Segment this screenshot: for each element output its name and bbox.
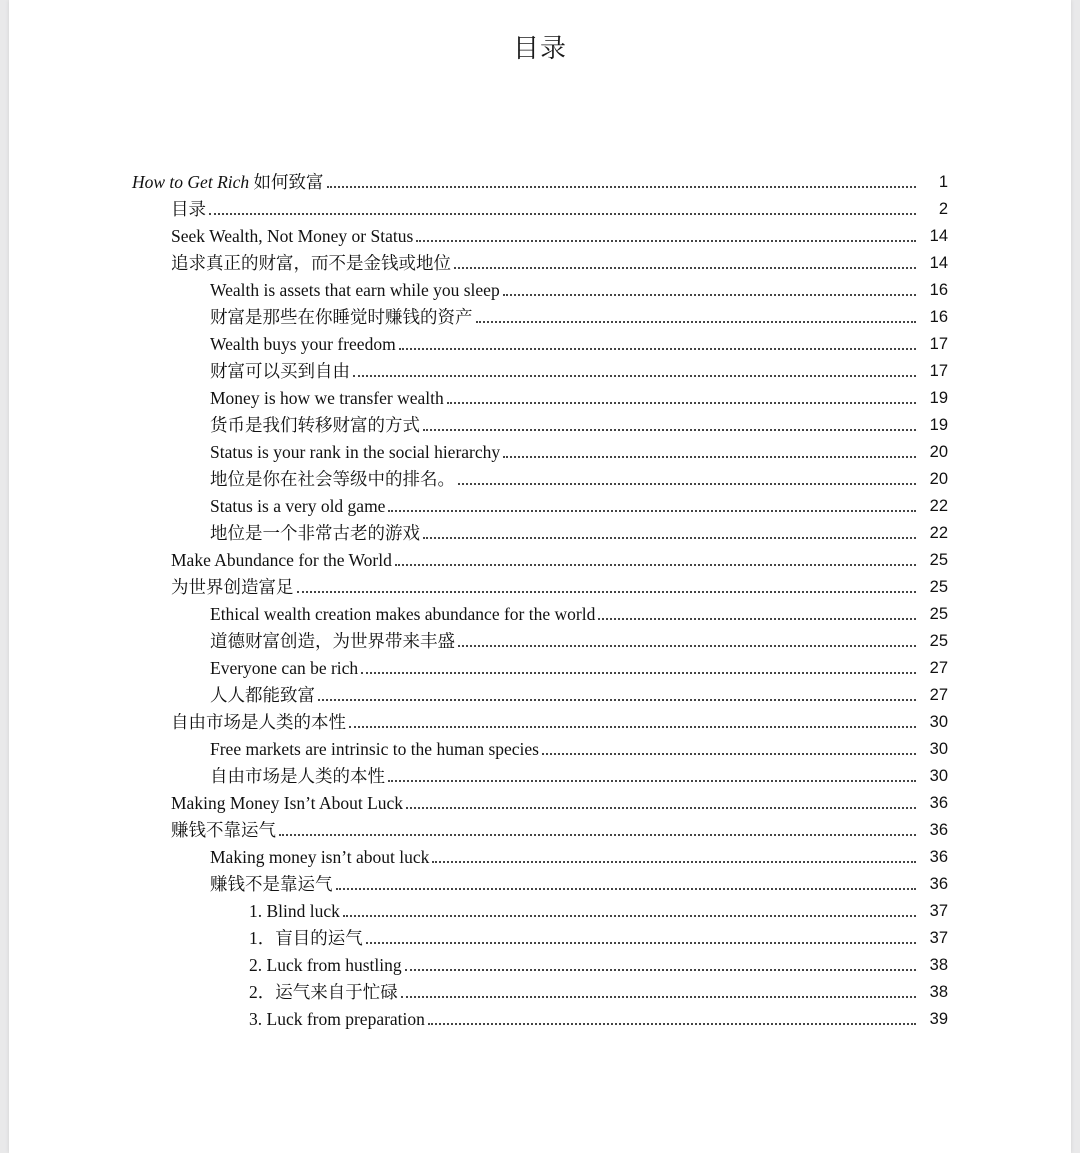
toc-page-number: 17 bbox=[929, 335, 948, 353]
toc-entry[interactable] bbox=[9, 922, 948, 949]
toc-leader-dots bbox=[388, 509, 916, 512]
toc-page-number: 25 bbox=[929, 605, 948, 623]
toc-page-number: 38 bbox=[929, 956, 948, 974]
toc-entry[interactable] bbox=[9, 463, 948, 490]
toc-leader-dots bbox=[327, 185, 916, 188]
toc-entry[interactable] bbox=[9, 652, 948, 679]
toc-entry-label: 2. Luck from hustling bbox=[249, 955, 402, 975]
toc-page-number: 25 bbox=[929, 551, 948, 569]
toc-page-number: 14 bbox=[929, 254, 948, 272]
toc-leader-dots bbox=[349, 725, 916, 728]
toc-entry-label: Seek Wealth, Not Money or Status bbox=[171, 226, 414, 246]
toc-page-number: 36 bbox=[929, 794, 948, 812]
toc-entry[interactable] bbox=[9, 814, 948, 841]
toc-page-number: 22 bbox=[929, 524, 948, 542]
toc-page-number: 20 bbox=[929, 470, 948, 488]
toc-entry[interactable] bbox=[9, 301, 948, 328]
toc-leader-dots bbox=[297, 590, 917, 593]
toc-entry-label: 3. Luck from preparation bbox=[249, 1009, 425, 1029]
toc-entry[interactable] bbox=[9, 409, 948, 436]
toc-page-number: 17 bbox=[929, 362, 948, 380]
toc-page-number: 36 bbox=[929, 848, 948, 866]
toc-entry-label: 赚钱不靠运气 bbox=[171, 820, 276, 840]
toc-page-number: 20 bbox=[929, 443, 948, 461]
toc-entry-label: Wealth buys your freedom bbox=[210, 334, 396, 354]
toc-entry-label: 地位是一个非常古老的游戏 bbox=[210, 523, 420, 543]
toc-leader-dots bbox=[399, 347, 916, 350]
toc-entry[interactable] bbox=[9, 733, 948, 760]
toc-entry-label: 财富可以买到自由 bbox=[210, 361, 350, 381]
toc-page-number: 36 bbox=[929, 875, 948, 893]
toc-entry-label: Everyone can be rich bbox=[210, 658, 359, 678]
toc-page-number: 38 bbox=[929, 983, 948, 1001]
toc-entry-label: Making money isn’t about luck bbox=[210, 847, 430, 867]
toc-leader-dots bbox=[416, 239, 916, 242]
toc-leader-dots bbox=[401, 995, 916, 998]
toc-page-number: 16 bbox=[929, 308, 948, 326]
toc-page-number: 30 bbox=[929, 767, 948, 785]
toc-entry-label: 自由市场是人类的本性 bbox=[171, 712, 346, 732]
toc-entry[interactable] bbox=[9, 679, 948, 706]
toc-page-number: 30 bbox=[929, 713, 948, 731]
toc-entry-label: 目录 bbox=[171, 199, 206, 219]
toc-entry[interactable] bbox=[9, 841, 948, 868]
toc-page-number: 16 bbox=[929, 281, 948, 299]
toc-leader-dots bbox=[318, 698, 916, 701]
toc-entry[interactable] bbox=[9, 220, 948, 247]
toc-entry[interactable] bbox=[9, 868, 948, 895]
toc-leader-dots bbox=[209, 212, 916, 215]
toc-leader-dots bbox=[405, 968, 916, 971]
toc-page-number: 25 bbox=[929, 578, 948, 596]
toc-leader-dots bbox=[503, 455, 916, 458]
toc-leader-dots bbox=[458, 482, 916, 485]
toc-page-number: 14 bbox=[929, 227, 948, 245]
toc-entry[interactable] bbox=[9, 1003, 948, 1030]
toc-page-number: 19 bbox=[929, 416, 948, 434]
toc-entry[interactable] bbox=[9, 949, 948, 976]
toc-entry-label: 赚钱不是靠运气 bbox=[210, 874, 333, 894]
toc-leader-dots bbox=[458, 644, 916, 647]
toc-entry-label-italic: How to Get Rich bbox=[132, 172, 250, 192]
toc-entry-label-suffix: 如何致富 bbox=[253, 172, 324, 192]
document-page bbox=[9, 0, 1071, 1153]
toc-entry-label: 为世界创造富足 bbox=[171, 577, 294, 597]
toc-entry-label: Status is your rank in the social hierarchy bbox=[210, 442, 501, 462]
toc-entry[interactable] bbox=[9, 787, 948, 814]
toc-page-number: 25 bbox=[929, 632, 948, 650]
toc-leader-dots bbox=[343, 914, 916, 917]
toc-entry-label: Wealth is assets that earn while you sleep bbox=[210, 280, 500, 300]
toc-page-number: 37 bbox=[929, 929, 948, 947]
toc-entry-label: 2．运气来自于忙碌 bbox=[249, 982, 398, 1002]
toc-entry-label: Free markets are intrinsic to the human species bbox=[210, 739, 539, 759]
toc-entry-label: 货币是我们转移财富的方式 bbox=[210, 415, 420, 435]
toc-leader-dots bbox=[423, 428, 916, 431]
toc-entry[interactable] bbox=[9, 895, 948, 922]
toc-page-number: 27 bbox=[929, 659, 948, 677]
toc-entry-label: 财富是那些在你睡觉时赚钱的资产 bbox=[210, 307, 473, 327]
page-title: 目录 bbox=[512, 34, 567, 63]
toc-page-number: 22 bbox=[929, 497, 948, 515]
toc-entry[interactable] bbox=[9, 625, 948, 652]
toc-entry-label: Making Money Isn’t About Luck bbox=[171, 793, 404, 813]
toc-entry[interactable] bbox=[9, 571, 948, 598]
toc-entry[interactable] bbox=[9, 760, 948, 787]
toc-leader-dots bbox=[598, 617, 916, 620]
toc-leader-dots bbox=[503, 293, 916, 296]
toc-page-number: 36 bbox=[929, 821, 948, 839]
toc-page-number: 37 bbox=[929, 902, 948, 920]
toc-entry-label: Money is how we transfer wealth bbox=[210, 388, 444, 408]
toc-leader-dots bbox=[542, 752, 916, 755]
toc-leader-dots bbox=[406, 806, 916, 809]
toc-entry[interactable] bbox=[9, 193, 948, 220]
toc-page-number: 27 bbox=[929, 686, 948, 704]
toc-leader-dots bbox=[366, 941, 916, 944]
toc-entry[interactable] bbox=[9, 490, 948, 517]
table-of-contents bbox=[9, 166, 1071, 1030]
toc-entry[interactable] bbox=[9, 976, 948, 1003]
toc-entry[interactable] bbox=[9, 166, 948, 193]
toc-leader-dots bbox=[432, 860, 916, 863]
toc-leader-dots bbox=[353, 374, 916, 377]
toc-leader-dots bbox=[279, 833, 916, 836]
toc-entry[interactable] bbox=[9, 382, 948, 409]
toc-page-number: 30 bbox=[929, 740, 948, 758]
toc-entry-label: 1. Blind luck bbox=[249, 901, 340, 921]
toc-entry[interactable] bbox=[9, 598, 948, 625]
toc-entry-label: 道德财富创造，为世界带来丰盛 bbox=[210, 631, 455, 651]
toc-entry-label: 自由市场是人类的本性 bbox=[210, 766, 385, 786]
toc-leader-dots bbox=[447, 401, 916, 404]
toc-entry-label: 追求真正的财富，而不是金钱或地位 bbox=[171, 253, 451, 273]
toc-leader-dots bbox=[454, 266, 916, 269]
toc-page-number: 2 bbox=[938, 200, 948, 218]
toc-entry[interactable] bbox=[9, 328, 948, 355]
toc-leader-dots bbox=[395, 563, 916, 566]
toc-entry[interactable] bbox=[9, 517, 948, 544]
toc-leader-dots bbox=[388, 779, 916, 782]
toc-leader-dots bbox=[336, 887, 917, 890]
toc-entry[interactable] bbox=[9, 355, 948, 382]
toc-entry[interactable] bbox=[9, 274, 948, 301]
toc-leader-dots bbox=[476, 320, 917, 323]
toc-page-number: 1 bbox=[938, 173, 948, 191]
toc-entry-label: Ethical wealth creation makes abundance for the world bbox=[210, 604, 596, 624]
toc-entry[interactable] bbox=[9, 247, 948, 274]
toc-entry[interactable] bbox=[9, 436, 948, 463]
toc-entry-label: 1．盲目的运气 bbox=[249, 928, 363, 948]
toc-entry[interactable] bbox=[9, 544, 948, 571]
toc-entry-label: Make Abundance for the World bbox=[171, 550, 392, 570]
toc-leader-dots bbox=[361, 671, 916, 674]
toc-entry-label: Status is a very old game bbox=[210, 496, 386, 516]
toc-leader-dots bbox=[423, 536, 916, 539]
toc-page-number: 19 bbox=[929, 389, 948, 407]
toc-entry-label: 地位是你在社会等级中的排名。 bbox=[210, 469, 455, 489]
toc-leader-dots bbox=[428, 1022, 916, 1025]
toc-entry[interactable] bbox=[9, 706, 948, 733]
toc-entry-label bbox=[132, 171, 327, 193]
toc-page-number: 39 bbox=[929, 1010, 948, 1028]
toc-entry-label: 人人都能致富 bbox=[210, 685, 315, 705]
